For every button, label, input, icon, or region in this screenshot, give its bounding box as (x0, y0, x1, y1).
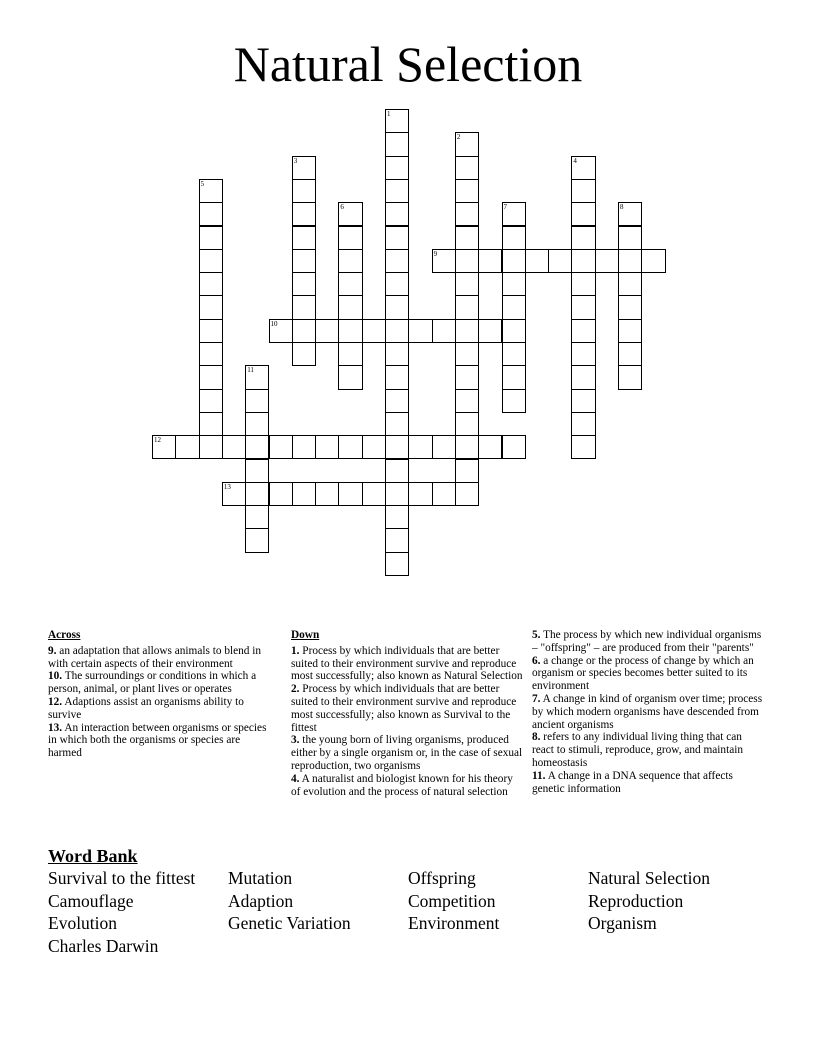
clue-num: 8. (532, 731, 541, 744)
crossword-cell[interactable] (362, 435, 386, 459)
word-bank-heading: Word Bank (48, 846, 138, 866)
crossword-cell[interactable] (478, 435, 502, 459)
word-bank-item: Survival to the fittest (48, 868, 196, 888)
word-bank-item: Mutation (228, 868, 293, 888)
crossword-cell[interactable] (478, 319, 502, 343)
crossword-cell[interactable] (455, 435, 479, 459)
clue-text: The surroundings or conditions in which a person, animal, or plant lives or operates (48, 670, 257, 696)
down-heading: Down (291, 629, 320, 641)
crossword-cell[interactable] (385, 435, 409, 459)
crossword-cell[interactable] (385, 412, 409, 436)
crossword-cell[interactable] (385, 552, 409, 576)
crossword-cell[interactable] (199, 272, 223, 296)
crossword-cell[interactable] (618, 365, 642, 389)
crossword-cell[interactable] (199, 365, 223, 389)
crossword-cell[interactable] (455, 482, 479, 506)
crossword-cell[interactable] (292, 202, 316, 226)
crossword-cell[interactable] (571, 319, 595, 343)
crossword-cell[interactable] (292, 249, 316, 273)
clue (532, 655, 766, 693)
crossword-cell[interactable] (432, 482, 456, 506)
clue-number: 13 (223, 482, 231, 491)
crossword-cell[interactable] (362, 319, 386, 343)
crossword-cell[interactable] (245, 435, 269, 459)
crossword-cell[interactable] (362, 482, 386, 506)
crossword-cell[interactable] (385, 226, 409, 250)
crossword-cell[interactable] (571, 295, 595, 319)
crossword-cell[interactable] (502, 295, 526, 319)
crossword-cell[interactable] (618, 319, 642, 343)
crossword-cell[interactable] (245, 505, 269, 529)
crossword-cell[interactable] (571, 272, 595, 296)
crossword-cell[interactable] (525, 249, 549, 273)
crossword-cell[interactable] (502, 249, 526, 273)
crossword-cell[interactable] (292, 179, 316, 203)
crossword-cell[interactable] (455, 202, 479, 226)
clue-text: Adaptions assist an organisms ability to survive (48, 695, 244, 721)
clue (291, 645, 524, 683)
clue-number: 10 (270, 319, 278, 328)
crossword-cell[interactable] (245, 412, 269, 436)
crossword-cell[interactable] (385, 295, 409, 319)
clue-num: 11. (532, 769, 546, 782)
clue (291, 734, 524, 772)
crossword-cell[interactable] (432, 435, 456, 459)
crossword-cell[interactable] (641, 249, 665, 273)
crossword-cell[interactable] (338, 295, 362, 319)
crossword-cell[interactable] (292, 342, 316, 366)
crossword-cell[interactable] (245, 482, 269, 506)
crossword-cell[interactable] (338, 365, 362, 389)
crossword-cell[interactable] (199, 319, 223, 343)
crossword-cell[interactable] (618, 295, 642, 319)
crossword-cell[interactable] (338, 482, 362, 506)
crossword-cell[interactable] (455, 295, 479, 319)
crossword-cell[interactable] (571, 226, 595, 250)
crossword-cell[interactable] (199, 226, 223, 250)
crossword-cell[interactable] (455, 412, 479, 436)
crossword-cell[interactable] (618, 342, 642, 366)
clue-number: 5 (200, 179, 205, 188)
word-bank-item: Adaption (228, 890, 294, 911)
crossword-cell[interactable] (338, 342, 362, 366)
crossword-cell[interactable] (571, 365, 595, 389)
crossword-cell[interactable] (408, 435, 432, 459)
crossword-cell[interactable] (408, 319, 432, 343)
crossword-cell[interactable] (199, 295, 223, 319)
crossword-cell[interactable] (548, 249, 572, 273)
crossword-cell[interactable] (245, 389, 269, 413)
crossword-cell[interactable] (502, 342, 526, 366)
clue-number: 2 (456, 133, 461, 142)
crossword-cell[interactable] (571, 249, 595, 273)
clue-num: 10. (48, 670, 63, 683)
crossword-cell[interactable] (385, 249, 409, 273)
crossword-cell[interactable] (618, 272, 642, 296)
crossword-cell[interactable] (502, 272, 526, 296)
crossword-cell[interactable] (245, 528, 269, 552)
crossword-cell[interactable] (338, 319, 362, 343)
clue-number: 1 (387, 110, 391, 118)
crossword-cell[interactable] (385, 179, 409, 203)
clue (48, 696, 273, 722)
word-bank-item: Organism (588, 913, 657, 933)
crossword-cell[interactable] (315, 482, 339, 506)
clue-text: an adaptation that allows animals to blend in with certain aspects of their environment (48, 644, 262, 670)
word-bank-item: Camouflage (48, 890, 134, 911)
crossword-cell[interactable] (385, 389, 409, 413)
word-bank-item: Natural Selection (588, 868, 710, 888)
crossword-cell[interactable] (199, 412, 223, 436)
clue-number: 12 (154, 436, 161, 445)
crossword-cell[interactable] (222, 435, 246, 459)
crossword-cell[interactable] (292, 226, 316, 250)
crossword-cell[interactable] (571, 435, 595, 459)
clue-num: 3. (291, 734, 300, 747)
crossword-cell[interactable] (385, 482, 409, 506)
down-clues-continued (532, 629, 766, 795)
crossword-cell[interactable] (338, 435, 362, 459)
crossword-cell[interactable] (385, 272, 409, 296)
crossword-cell[interactable] (292, 435, 316, 459)
clue (532, 693, 766, 731)
clue-num: 9. (48, 644, 57, 657)
clue-number: 3 (293, 156, 298, 165)
crossword-cell[interactable] (315, 319, 339, 343)
clue-number: 9 (433, 249, 438, 258)
clue-text: the young born of living organisms, produced either by a single organism or, in the case of sexual reproduction, two organisms (291, 734, 523, 772)
crossword-cell[interactable] (385, 132, 409, 156)
clue-text: An interaction between organisms or species in which both the organisms or species are harmed (48, 721, 267, 760)
word-bank-item: Charles Darwin (48, 935, 159, 956)
crossword-cell[interactable] (455, 272, 479, 296)
crossword-cell[interactable] (385, 505, 409, 529)
clue-text: a change or the process of change by which an organism or species becomes better suited to its environment (532, 654, 754, 693)
crossword-cell[interactable] (455, 179, 479, 203)
clue-num: 4. (291, 772, 300, 785)
crossword-cell[interactable] (502, 226, 526, 250)
crossword-cell[interactable] (199, 202, 223, 226)
clue (48, 645, 273, 671)
crossword-cell[interactable] (571, 412, 595, 436)
crossword-cell[interactable] (455, 389, 479, 413)
crossword-cell[interactable] (338, 226, 362, 250)
word-bank-item: Environment (408, 913, 500, 933)
across-heading: Across (48, 629, 81, 641)
clue-text: Process by which individuals that are better suited to their environment survive and reproduce most successfully; also known as Natural Selection (291, 644, 523, 683)
crossword-cell[interactable] (175, 435, 199, 459)
word-bank-item: Reproduction (588, 890, 684, 911)
clue (48, 722, 273, 760)
crossword-cell[interactable] (618, 249, 642, 273)
crossword-cell[interactable] (455, 365, 479, 389)
clue-text: The process by which new individual organisms – "offspring" – are produced from their "parents" (532, 629, 762, 654)
crossword-cell[interactable] (408, 482, 432, 506)
crossword-cell[interactable] (315, 435, 339, 459)
crossword-cell[interactable] (385, 365, 409, 389)
clue (532, 731, 766, 769)
crossword-cell[interactable] (502, 435, 526, 459)
clue-num: 7. (532, 692, 541, 705)
crossword-cell[interactable] (199, 342, 223, 366)
crossword-cell[interactable] (269, 482, 293, 506)
word-bank-item: Evolution (48, 913, 118, 933)
clue-number: 8 (620, 203, 624, 212)
clue-num: 2. (291, 683, 300, 696)
clue (532, 770, 766, 796)
clue-number: 6 (340, 203, 344, 212)
crossword-cell[interactable] (502, 319, 526, 343)
word-bank-item: Competition (408, 890, 496, 911)
crossword-cell[interactable] (478, 249, 502, 273)
clue-num: 1. (291, 644, 300, 657)
crossword-cell[interactable] (432, 319, 456, 343)
crossword-cell[interactable] (338, 272, 362, 296)
crossword-cell[interactable] (199, 249, 223, 273)
crossword-cell[interactable] (455, 226, 479, 250)
crossword-cell[interactable] (618, 226, 642, 250)
crossword-cell[interactable] (595, 249, 619, 273)
crossword-cell[interactable] (292, 482, 316, 506)
clue-text: A change in kind of organism over time; process by which modern organisms have descended from ancient organisms (532, 692, 763, 731)
clue-num: 12. (48, 695, 63, 708)
crossword-cell[interactable] (199, 389, 223, 413)
crossword-cell[interactable] (199, 435, 223, 459)
clue-text: refers to any individual living thing that can react to stimuli, reproduce, grow, and maintain homeostasis (532, 731, 744, 769)
crossword-cell[interactable] (385, 319, 409, 343)
clue-num: 5. (532, 629, 541, 641)
down-clues (291, 629, 524, 798)
clue (291, 773, 524, 799)
clue-num: 6. (532, 654, 541, 667)
crossword-cell[interactable] (571, 179, 595, 203)
crossword-cell[interactable] (245, 459, 269, 483)
crossword-cell[interactable] (385, 156, 409, 180)
word-bank-item: Offspring (408, 868, 476, 888)
clue-number: 4 (573, 156, 577, 165)
across-clues (48, 629, 273, 760)
crossword-cell[interactable] (292, 295, 316, 319)
clue-text: A naturalist and biologist known for his theory of evolution and the process of natural selection (291, 772, 513, 798)
clue (291, 683, 524, 734)
clue-text: Process by which individuals that are better suited to their environment survive and reproduce most successfully; also known as Survival to the fittest (291, 683, 517, 734)
crossword-cell[interactable] (455, 342, 479, 366)
crossword-cell[interactable] (455, 249, 479, 273)
crossword-cell[interactable] (455, 319, 479, 343)
crossword-cell[interactable] (455, 459, 479, 483)
page-title: Natural Selection (233, 36, 583, 92)
crossword-cell[interactable] (269, 435, 293, 459)
crossword-cell[interactable] (571, 202, 595, 226)
crossword-cell[interactable] (385, 459, 409, 483)
crossword-cell[interactable] (571, 342, 595, 366)
clue (48, 670, 273, 696)
crossword-cell[interactable] (292, 272, 316, 296)
word-bank-item: Genetic Variation (228, 913, 351, 933)
clue-number: 7 (503, 203, 507, 212)
crossword-cell[interactable] (502, 365, 526, 389)
crossword-cell[interactable] (385, 202, 409, 226)
clue-text: A change in a DNA sequence that affects genetic information (532, 769, 733, 795)
crossword-cell[interactable] (502, 389, 526, 413)
clue (532, 629, 766, 655)
crossword-cell[interactable] (292, 319, 316, 343)
crossword-cell[interactable] (338, 249, 362, 273)
crossword-cell[interactable] (385, 342, 409, 366)
crossword-cell[interactable] (385, 528, 409, 552)
clue-num: 13. (48, 721, 63, 734)
clue-number: 11 (247, 366, 254, 375)
crossword-cell[interactable] (455, 156, 479, 180)
crossword-cell[interactable] (571, 389, 595, 413)
